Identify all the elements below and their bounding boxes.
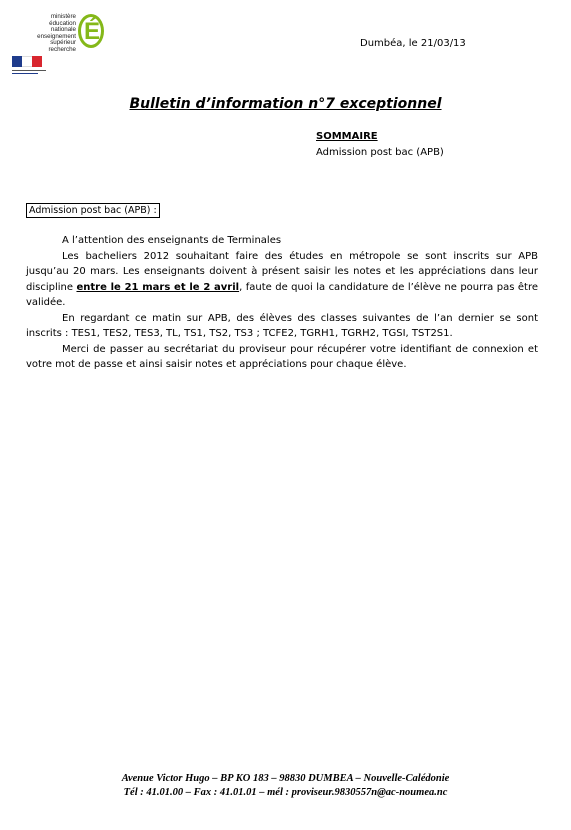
body-text [26,233,538,373]
logo-line: nationale [50,26,76,34]
paragraph-4: Merci de passer au secrétariat du proviseur pour récupérer votre identifiant de connexion et votre mot de passe et ainsi saisir notes et appréciations pour chaque élève. [26,343,538,370]
flag-blue [12,56,22,67]
section-heading: Admission post bac (APB) : [26,203,160,218]
ministry-logo [30,12,110,92]
paragraph-3: En regardant ce matin sur APB, des élèves des classes suivantes de l’an dernier se sont inscrits : TES1, TES2, TES3, TL, TS1, TS2, TS3 ; TCFE2, TGRH1, TGRH2, TGSI, TST2S1. [26,312,538,339]
date-range-highlight: entre le 21 mars et le 2 avril [76,281,240,293]
page-title: Bulletin d’information n°7 exceptionnel [129,96,442,112]
logo-line: ministère [50,13,76,20]
paragraph-2 [26,249,538,311]
flag-caption [12,70,46,76]
footer-contact: Tél : 41.01.00 – Fax : 41.01.01 – mél : proviseur.9830557n@ac-noumea.nc [123,787,448,798]
logo-line: éducation [49,19,76,27]
flag-red [32,56,42,67]
logo-line: supérieur [50,39,76,47]
footer [0,772,571,800]
footer-address: Avenue Victor Hugo – BP KO 183 – 98830 DUMBEA – Nouvelle-Calédonie [121,773,450,784]
paragraph-2-end: , faute de quoi la candidature de l’élève ne pourra pas être validée. [26,281,539,308]
logo-line: enseignement [37,32,76,40]
document-date: Dumbéa, le 21/03/13 [360,38,466,49]
summary-item: Admission post bac (APB) [316,147,444,158]
paragraph-2-text: Les bacheliers 2012 souhaitant faire des études en métropole se sont inscrits sur APB jusqu’au 20 mars. Les enseignants doivent à présent saisir les notes et les appréciations dans leur discipline [26,250,538,293]
logo-letter: É [83,18,100,45]
paragraph-1: A l’attention des enseignants de Terminales [62,235,282,246]
summary-heading: SOMMAIRE [316,131,378,142]
flag-white [22,56,32,67]
logo-text [30,14,76,54]
logo-line: recherche [48,45,76,53]
